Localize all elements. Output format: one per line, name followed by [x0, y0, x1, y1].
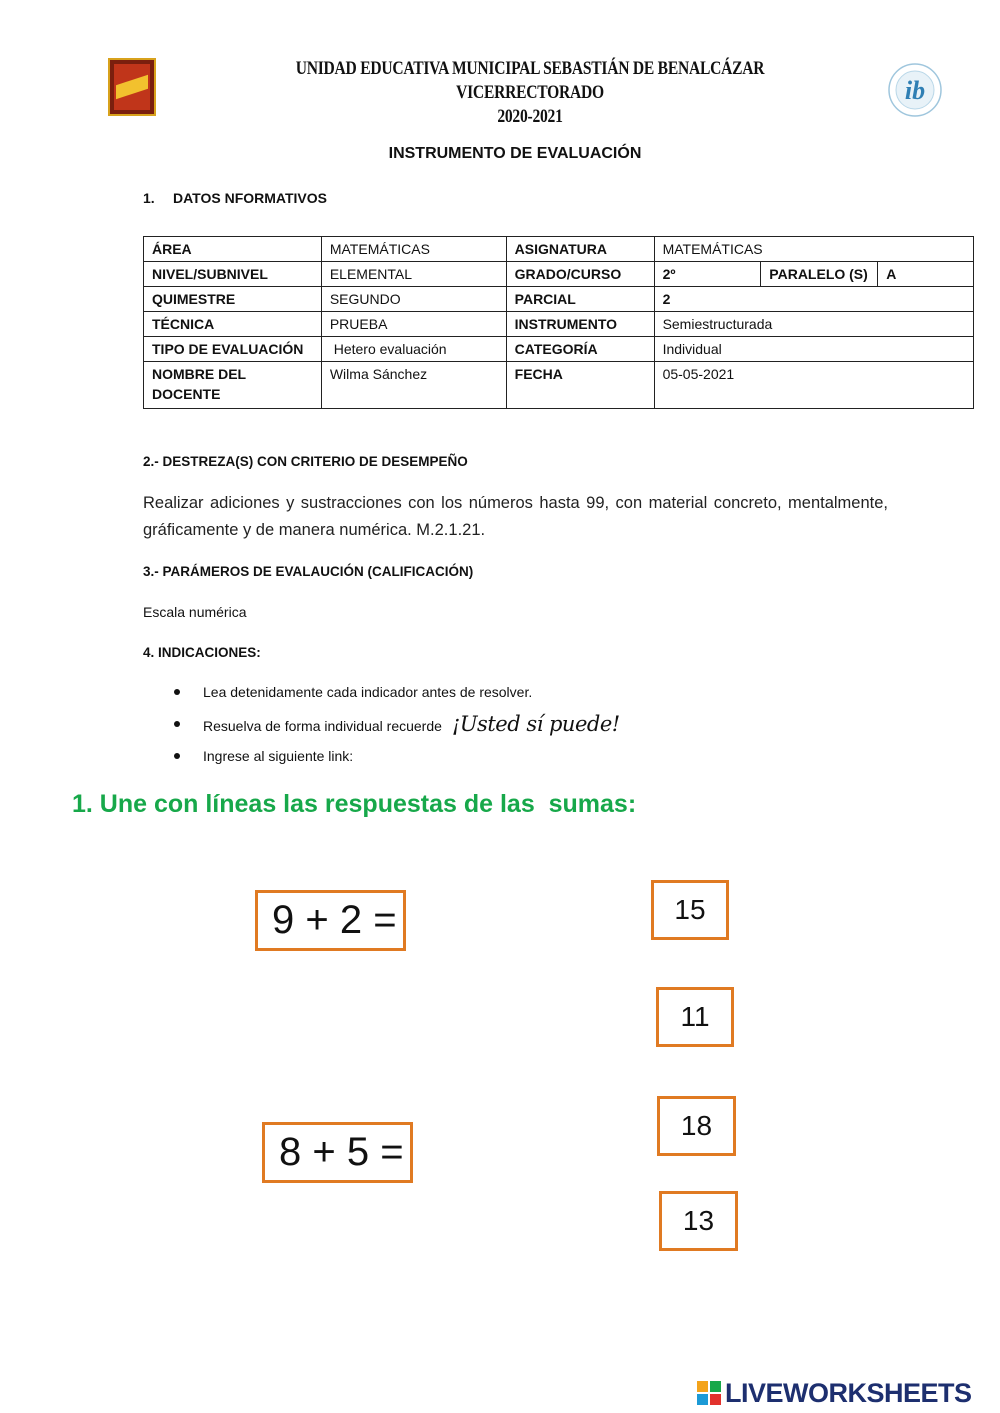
school-year: 2020-2021 [497, 106, 563, 127]
asignatura-value: MATEMÁTICAS [654, 237, 973, 262]
table-row [144, 337, 974, 362]
table-row [144, 362, 974, 409]
document-title: INSTRUMENTO DE EVALUACIÓN [388, 145, 642, 162]
section3-heading: 3.- PARÁMEROS DE EVALAUCIÓN (CALIFICACIÓN) [143, 564, 474, 579]
section3-text: Escala numérica [143, 604, 247, 620]
docente-value: Wilma Sánchez [321, 362, 506, 409]
nivel-value: ELEMENTAL [321, 262, 506, 287]
section1-heading [143, 190, 327, 206]
answer-box-2[interactable]: 11 [656, 987, 734, 1047]
list-item [170, 708, 620, 740]
tipo-label: TIPO DE EVALUACIÓN [144, 337, 322, 362]
grado-value: 2º [654, 262, 761, 287]
instructions-list [170, 676, 620, 772]
department: VICERRECTORADO [456, 82, 604, 103]
table-row [144, 237, 974, 262]
paralelo-label: PARALELO (S) [761, 262, 878, 287]
categoria-label: CATEGORÍA [506, 337, 654, 362]
ib-logo-text: ib [904, 76, 926, 105]
bullet-icon [174, 689, 180, 695]
tipo-value: Hetero evaluación [321, 337, 506, 362]
quimestre-value: SEGUNDO [321, 287, 506, 312]
paralelo-value: A [878, 262, 974, 287]
equation-box-1[interactable]: 9 + 2 = [255, 890, 406, 951]
school-name: UNIDAD EDUCATIVA MUNICIPAL SEBASTIÁN DE BENALCÁZAR [295, 58, 765, 79]
section4-heading: 4. INDICACIONES: [143, 645, 261, 660]
watermark-text: LIVEWORKSHEETS [725, 1377, 972, 1408]
bullet-icon [174, 721, 180, 727]
docente-label-line2: DOCENTE [152, 386, 221, 402]
answer-box-3[interactable]: 18 [657, 1096, 736, 1156]
bullet-icon [174, 753, 180, 759]
docente-label-line1: NOMBRE DEL [152, 366, 247, 382]
tecnica-label: TÉCNICA [144, 312, 322, 337]
nivel-label: NIVEL/SUBNIVEL [144, 262, 322, 287]
instruction-text: Lea detenidamente cada indicador antes de resolver. [203, 684, 533, 700]
quimestre-label: QUIMESTRE [144, 287, 322, 312]
categoria-value: Individual [654, 337, 973, 362]
equation-box-2[interactable]: 8 + 5 = [262, 1122, 413, 1183]
parcial-value: 2 [654, 287, 973, 312]
liveworksheets-logo-icon [697, 1381, 721, 1405]
list-item [170, 676, 620, 708]
instruction-text: Ingrese al siguiente link: [203, 748, 354, 764]
section2-text: Realizar adiciones y sustracciones con los números hasta 99, con material concreto, mentalmente, gráficamente y de manera numérica. M.2.1.21. [143, 494, 888, 539]
section2-heading: 2.- DESTREZA(S) CON CRITERIO DE DESEMPEÑO [143, 454, 468, 469]
exercise-title: 1. Une con líneas las respuestas de las sumas: [72, 790, 637, 818]
section1-number: 1. [143, 190, 155, 206]
tecnica-value: PRUEBA [321, 312, 506, 337]
parcial-label: PARCIAL [506, 287, 654, 312]
instrumento-label: INSTRUMENTO [506, 312, 654, 337]
answer-box-4[interactable]: 13 [659, 1191, 738, 1251]
section1-label: DATOS NFORMATIVOS [173, 190, 327, 206]
table-row [144, 287, 974, 312]
info-table [143, 236, 974, 409]
answer-box-1[interactable]: 15 [651, 880, 729, 940]
area-value: MATEMÁTICAS [321, 237, 506, 262]
grado-label: GRADO/CURSO [506, 262, 654, 287]
fecha-value: 05-05-2021 [654, 362, 973, 409]
instrumento-value: Semiestructurada [654, 312, 973, 337]
table-row [144, 312, 974, 337]
fecha-label: FECHA [506, 362, 654, 409]
list-item [170, 740, 620, 772]
asignatura-label: ASIGNATURA [506, 237, 654, 262]
area-label: ÁREA [144, 237, 322, 262]
liveworksheets-watermark [697, 1378, 972, 1408]
instruction-text: Resuelva de forma individual recuerde [203, 718, 442, 734]
handwritten-motivation: ¡Usted sí puede! [451, 712, 620, 736]
docente-label [144, 362, 322, 409]
table-row [144, 262, 974, 287]
